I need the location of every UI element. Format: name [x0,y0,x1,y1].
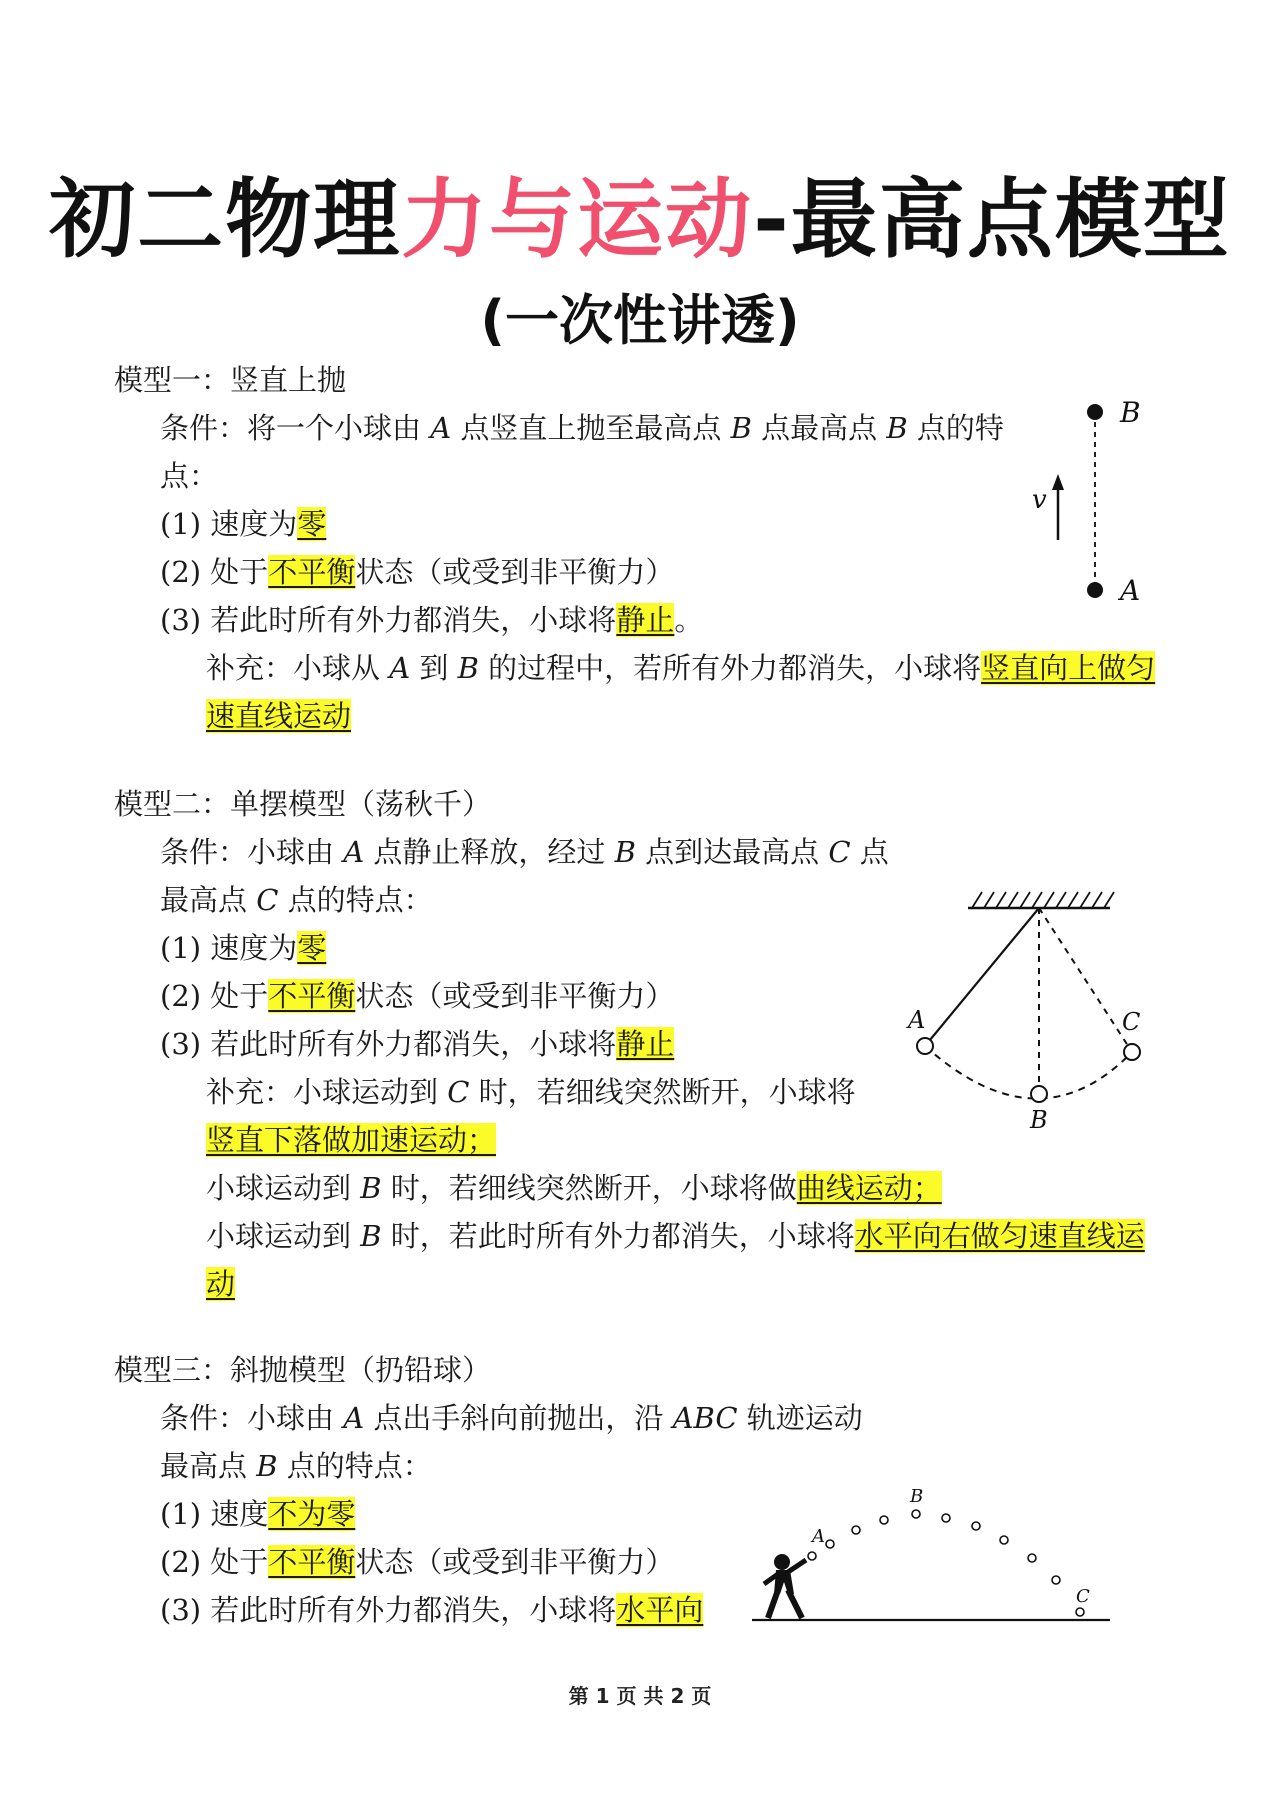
label-C: C [1076,1586,1090,1607]
model1-item1: (1) 速度为零 [160,507,327,541]
label-A: A [1120,574,1141,607]
label-v: v [1032,485,1047,515]
label-B: B [910,1486,924,1507]
page-subtitle: (一次性讲透) [480,289,800,352]
model3-heading: 模型三：斜抛模型（扔铅球） [114,1353,492,1387]
model3-item2: (2) 处于不平衡状态（或受到非平衡力） [160,1545,675,1579]
label-C: C [1122,1008,1141,1036]
pendulum-ball-B [1031,1086,1047,1102]
ball-B [1087,404,1103,420]
label-B: B [1120,396,1141,429]
thrower-figure [764,1554,806,1618]
model2-features: 最高点 C 点的特点： [160,883,433,917]
ball-A [1087,582,1103,598]
model2-condition: 条件：小球由 A 点静止释放，经过 B 点到达最高点 C 点 [160,835,889,869]
model3-features: 最高点 B 点的特点： [160,1449,432,1483]
vertical-throw-diagram [1020,390,1160,610]
page-footer: 第 1 页 共 2 页 [568,1684,712,1708]
page-title [0,150,1280,274]
model3-condition: 条件：小球由 A 点出手斜向前抛出，沿 ABC 轨迹运动 [160,1401,863,1435]
trajectory-dots [808,1510,1084,1616]
label-A: A [812,1526,825,1547]
title-part1: 初二物理 [49,170,402,270]
projectile-diagram [750,1470,1120,1630]
model1-item2: (2) 处于不平衡状态（或受到非平衡力） [160,555,675,589]
title-highlight: 力与运动 [401,170,754,270]
pendulum-ball-C [1124,1044,1140,1060]
pendulum-diagram [900,890,1140,1140]
model3-item1: (1) 速度不为零 [160,1497,356,1531]
model2-supplement1: 补充：小球运动到 C 时，若细线突然断开，小球将 [206,1075,856,1109]
model1-supplement-cont: 速直线运动 [206,699,352,733]
velocity-arrow-icon [1052,474,1064,490]
model1-heading: 模型一：竖直上抛 [114,363,347,397]
model1-condition-cont: 点： [160,459,219,493]
model1-supplement: 补充：小球从 A 到 B 的过程中，若所有外力都消失，小球将竖直向上做匀 [206,651,1156,685]
model1-item3: (3) 若此时所有外力都消失，小球将静止。 [160,603,704,637]
model2-item3: (3) 若此时所有外力都消失，小球将静止 [160,1027,675,1061]
ceiling-hatch [972,892,1114,908]
title-part3: -最高点模型 [753,170,1231,270]
model3-item3: (3) 若此时所有外力都消失，小球将水平向 [160,1593,704,1627]
model2-supplement1-cont: 竖直下落做加速运动； [206,1123,497,1157]
model2-supplement2: 小球运动到 B 时，若细线突然断开，小球将做曲线运动； [206,1171,942,1205]
model2-supplement3-cont: 动 [206,1267,236,1301]
model2-supplement3: 小球运动到 B 时，若此时所有外力都消失，小球将水平向右做匀速直线运 [206,1219,1145,1253]
label-B: B [1030,1106,1048,1134]
model2-item2: (2) 处于不平衡状态（或受到非平衡力） [160,979,675,1013]
model2-heading: 模型二：单摆模型（荡秋千） [114,787,492,821]
pendulum-ball-A [917,1038,933,1054]
label-A: A [908,1006,926,1034]
model2-item1: (1) 速度为零 [160,931,327,965]
model1-condition: 条件：将一个小球由 A 点竖直上抛至最高点 B 点最高点 B 点的特 [160,411,1004,445]
